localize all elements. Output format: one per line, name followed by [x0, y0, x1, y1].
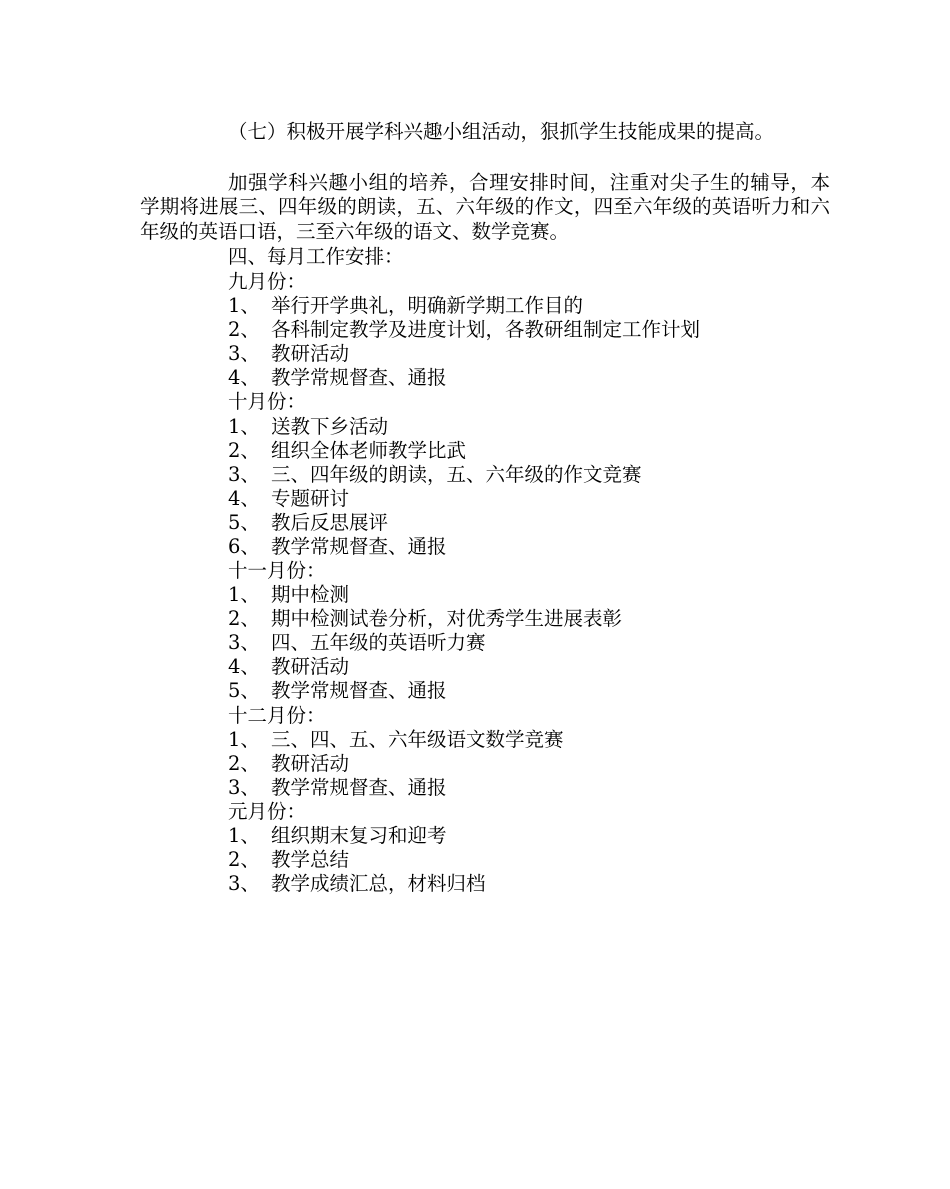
section-7-heading	[140, 120, 830, 144]
list-item-text: 教研活动	[271, 752, 350, 775]
section-7-body	[140, 171, 830, 244]
section-7-body-text: 加强学科兴趣小组的培养，合理安排时间，注重对尖子生的辅导，本学期将进展三、四年级的朗读，五、六年级的作文，四至六年级的英语听力和六年级的英语口语，三至六年级的语文、数学竞赛。	[140, 171, 830, 243]
list-item-text: 期中检测	[271, 583, 350, 606]
list-item-text: 教学常规督查、通报	[271, 776, 447, 799]
list-item-text: 教学成绩汇总，材料归档	[271, 872, 486, 895]
section-4-title: 四、每月工作安排：	[228, 245, 404, 268]
list-item	[228, 776, 447, 800]
list-item-number: 1、	[228, 415, 260, 438]
list-item	[228, 679, 447, 703]
list-item	[228, 535, 447, 559]
list-item-text: 教研活动	[271, 655, 350, 678]
list-item-number: 3、	[228, 776, 260, 799]
list-item-number: 3、	[228, 342, 260, 365]
list-item-text: 四、五年级的英语听力赛	[271, 631, 486, 654]
list-item	[228, 583, 349, 607]
list-item	[228, 487, 349, 511]
list-item	[228, 439, 466, 463]
list-item-text: 三、四、五、六年级语文数学竞赛	[271, 728, 564, 751]
list-item-number: 4、	[228, 655, 260, 678]
month-title-jan: 元月份：	[228, 800, 307, 823]
section-7-heading-text: （七）积极开展学科兴趣小组活动，狠抓学生技能成果的提高。	[228, 120, 775, 143]
list-item-number: 2、	[228, 752, 260, 775]
list-item-text: 三、四年级的朗读，五、六年级的作文竞赛	[271, 463, 642, 486]
list-item	[228, 511, 388, 535]
list-item-number: 1、	[228, 824, 260, 847]
list-item-number: 1、	[228, 728, 260, 751]
month-title-dec: 十二月份：	[228, 704, 326, 727]
list-item-number: 3、	[228, 463, 260, 486]
month-title-nov: 十一月份：	[228, 559, 326, 582]
month-title-sep: 九月份：	[228, 270, 307, 293]
list-item-number: 2、	[228, 318, 260, 341]
list-item-number: 2、	[228, 607, 260, 630]
list-item-text: 举行开学典礼，明确新学期工作目的	[271, 294, 584, 317]
list-item-text: 组织期末复习和迎考	[271, 824, 447, 847]
list-item-number: 5、	[228, 511, 260, 534]
list-item	[228, 631, 486, 655]
list-item-number: 1、	[228, 583, 260, 606]
list-item-number: 3、	[228, 631, 260, 654]
list-item	[228, 463, 642, 487]
list-item	[228, 872, 486, 896]
list-item-text: 各科制定教学及进度计划，各教研组制定工作计划	[271, 318, 701, 341]
list-item	[228, 655, 349, 679]
list-item	[228, 607, 622, 631]
list-item-text: 教学常规督查、通报	[271, 535, 447, 558]
list-item-number: 3、	[228, 872, 260, 895]
list-item-number: 6、	[228, 535, 260, 558]
list-item-number: 1、	[228, 294, 260, 317]
list-item	[228, 848, 349, 872]
list-item-text: 教后反思展评	[271, 511, 389, 534]
month-title-oct: 十月份：	[228, 390, 307, 413]
list-item	[228, 415, 388, 439]
list-item	[228, 728, 564, 752]
list-item-text: 送教下乡活动	[271, 415, 389, 438]
list-item-number: 4、	[228, 366, 260, 389]
list-item-text: 教学常规督查、通报	[271, 679, 447, 702]
list-item-text: 组织全体老师教学比武	[271, 439, 467, 462]
list-item-number: 4、	[228, 487, 260, 510]
list-item	[228, 342, 349, 366]
list-item	[228, 318, 700, 342]
list-item	[228, 294, 583, 318]
list-item-text: 教研活动	[271, 342, 350, 365]
list-item-text: 教学常规督查、通报	[271, 366, 447, 389]
list-item	[228, 752, 349, 776]
list-item-number: 5、	[228, 679, 260, 702]
list-item-text: 教学总结	[271, 848, 350, 871]
list-item	[228, 366, 447, 390]
list-item-number: 2、	[228, 848, 260, 871]
list-item-number: 2、	[228, 439, 260, 462]
list-item-text: 期中检测试卷分析，对优秀学生进展表彰	[271, 607, 623, 630]
list-item-text: 专题研讨	[271, 487, 350, 510]
list-item	[228, 824, 447, 848]
